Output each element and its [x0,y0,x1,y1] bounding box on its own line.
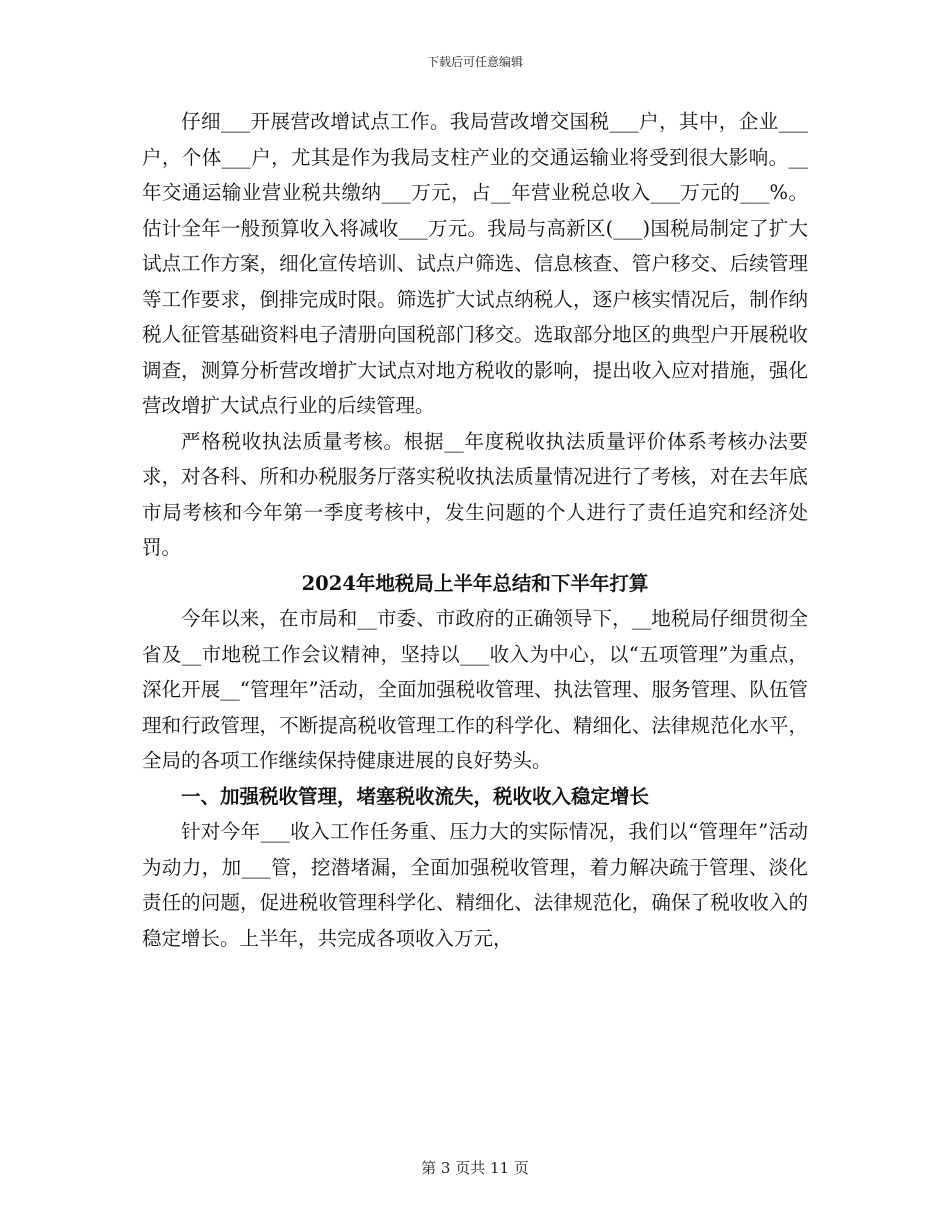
paragraph-section-1: 针对今年___收入工作任务重、压力大的实际情况，我们以“管理年”活动为动力，加___管，挖潜堵漏，全面加强税收管理，着力解决疏于管理、淡化责任的问题，促进税收管理科学化、精细化、法律规范化，确保了税收收入的稳定增长。上半年，共完成各项收入万元， [142,820,808,950]
paragraph-vat-reform: 仔细___开展营改增试点工作。我局营改增交国税___户，其中，企业___户，个体___户，尤其是作为我局支柱产业的交通运输业将受到很大影响。__年交通运输业营业税共缴纳___万元，占__年营业税总收入___万元的___%。估计全年一般预算收入将减收___万元。我局与高新区(___)国税局制定了扩大试点工作方案，细化宣传培训、试点户筛选、信息核查、管户移交、后续管理等工作要求，倒排完成时限。筛选扩大试点纳税人，逐户核实情况后，制作纳税人征管基础资料电子清册向国税部门移交。选取部分地区的典型户开展税收调查，测算分析营改增扩大试点对地方税收的影响，提出收入应对措施，强化营改增扩大试点行业的后续管理。 [142,110,808,417]
document-title: 2024年地税局上半年总结和下半年打算 [301,571,649,595]
section-heading-1: 一、加强税收管理，堵塞税收流失，税收收入稳定增长 [181,784,650,808]
paragraph-enforcement-assessment: 严格税收执法质量考核。根据__年度税收执法质量评价体系考核办法要求，对各科、所和办税服务厅落实税收执法质量情况进行了考核，对在去年底市局考核和今年第一季度考核中，发生问题的个人进行了责任追究和经济处罚。 [142,429,808,559]
page-footer: 第 3 页共 11 页 [421,1159,529,1177]
paragraph-intro: 今年以来，在市局和__市委、市政府的正确领导下，__地税局仔细贯彻全省及__市地税工作会议精神，坚持以___收入为中心，以“五项管理”为重点，深化开展__“管理年”活动，全面加强税收管理、执法管理、服务管理、队伍管理和行政管理，不断提高税收管理工作的科学化、精细化、法律规范化水平，全局的各项工作继续保持健康进展的良好势头。 [142,607,808,772]
document-body [142,104,808,956]
page-header: 下载后可任意编辑 [426,55,523,69]
